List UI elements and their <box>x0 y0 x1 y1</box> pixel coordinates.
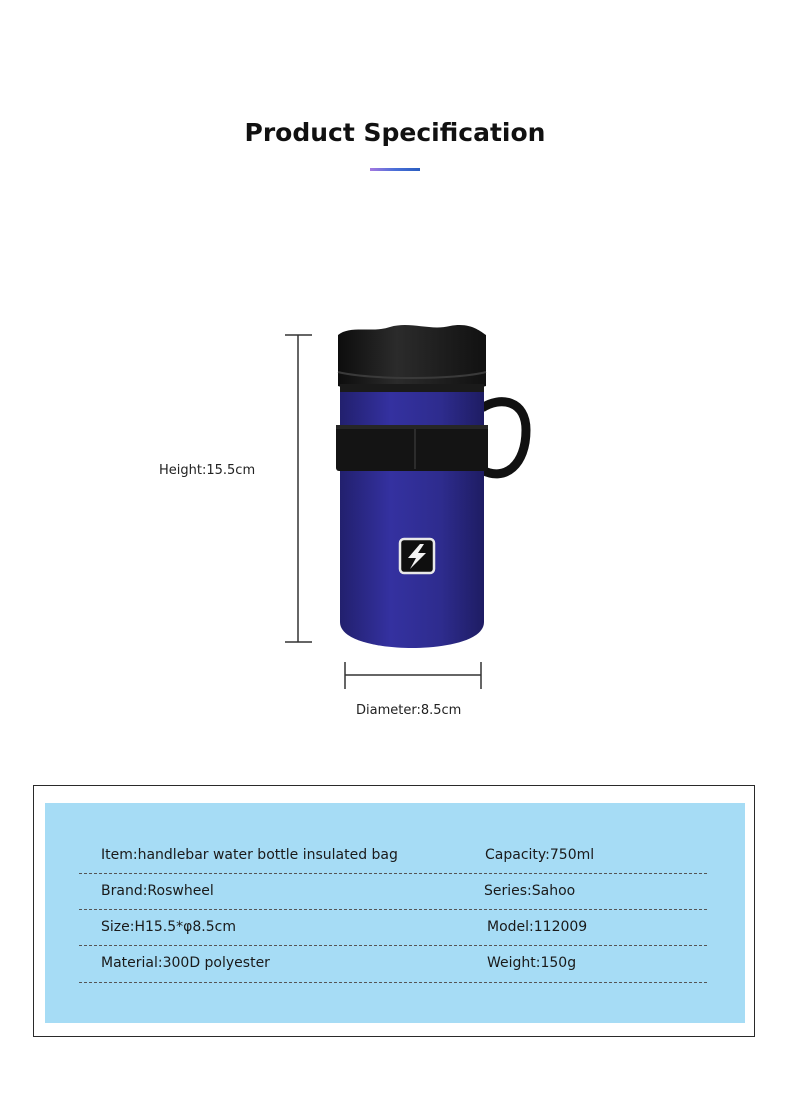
spec-row <box>79 873 707 910</box>
spec-weight: Weight:150g <box>487 955 577 971</box>
spec-model: Model:112009 <box>487 919 588 935</box>
spec-series: Series:Sahoo <box>484 883 576 899</box>
spec-row <box>79 909 707 946</box>
spec-size: Size:H15.5*φ8.5cm <box>101 919 236 935</box>
bottle-bag <box>336 325 488 648</box>
spec-material: Material:300D polyester <box>101 955 270 971</box>
diameter-label: Diameter:8.5cm <box>356 703 462 718</box>
bag-handle <box>482 402 526 474</box>
height-dimension-line <box>285 335 312 642</box>
spec-capacity: Capacity:750ml <box>485 847 595 863</box>
diameter-dimension-line <box>345 662 481 689</box>
spec-row <box>79 946 707 983</box>
spec-brand: Brand:Roswheel <box>101 883 214 899</box>
page-title: Product Specification <box>244 118 546 147</box>
spec-row <box>79 837 707 874</box>
height-label: Height:15.5cm <box>159 463 256 478</box>
spec-item: Item:handlebar water bottle insulated bag <box>101 847 398 863</box>
